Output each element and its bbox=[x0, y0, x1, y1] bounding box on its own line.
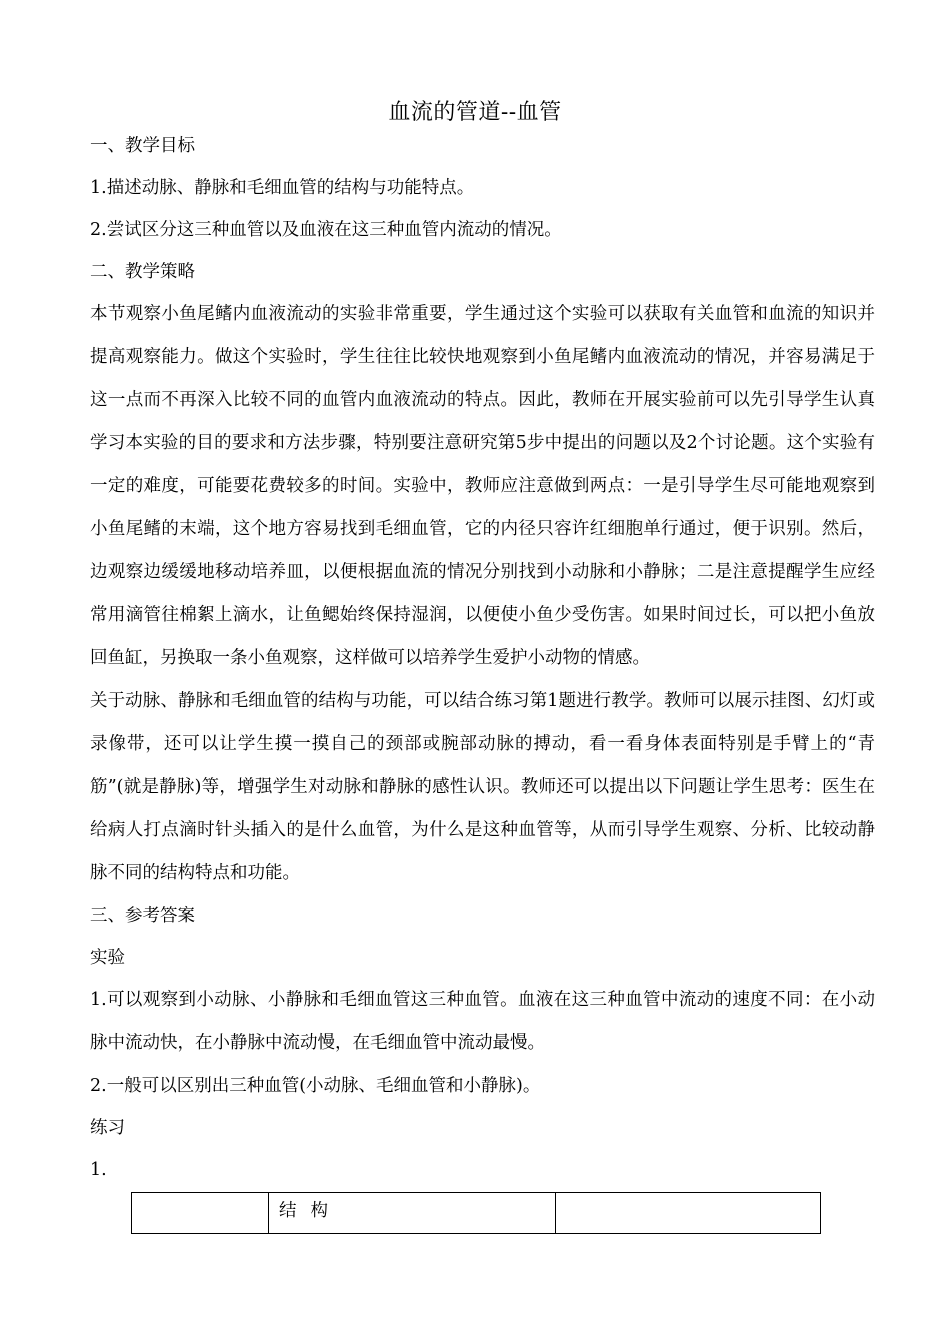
document-body bbox=[90, 125, 875, 1191]
section-heading-strategy: 二、教学策略 bbox=[90, 262, 195, 282]
table-cell bbox=[132, 1193, 269, 1234]
subheading-experiment: 实验 bbox=[90, 948, 125, 968]
answer-item-1: 1.可以观察到小动脉、小静脉和毛细血管这三种血管。血液在这三种血管中流动的速度不同：在小动脉中流动快，在小静脉中流动慢，在毛细血管中流动最慢。 bbox=[90, 990, 875, 1053]
table-cell bbox=[556, 1193, 821, 1234]
structure-table-wrapper bbox=[131, 1192, 821, 1234]
answer-item-2: 2.一般可以区别出三种血管(小动脉、毛细血管和小静脉)。 bbox=[90, 1076, 541, 1096]
document-title: 血流的管道--血管 bbox=[388, 100, 562, 125]
strategy-paragraph-2: 关于动脉、静脉和毛细血管的结构与功能，可以结合练习第1题进行教学。教师可以展示挂图、幻灯或录像带，还可以让学生摸一摸自己的颈部或腕部动脉的搏动，看一看身体表面特别是手臂上的“青筋”(就是静脉)等，增强学生对动脉和静脉的感性认识。教师还可以提出以下问题让学生思考：医生在给病人打点滴时针头插入的是什么血管，为什么是这种血管等，从而引导学生观察、分析、比较动静脉不同的结构特点和功能。 bbox=[90, 691, 875, 883]
objective-item-1: 1.描述动脉、静脉和毛细血管的结构与功能特点。 bbox=[90, 178, 475, 198]
section-heading-answers: 三、参考答案 bbox=[90, 906, 195, 926]
table-cell-structure: 结构 bbox=[269, 1193, 556, 1234]
section-heading-objectives: 一、教学目标 bbox=[90, 136, 195, 156]
subheading-exercise: 练习 bbox=[90, 1118, 125, 1138]
table-row bbox=[132, 1193, 821, 1234]
strategy-paragraph-1: 本节观察小鱼尾鳍内血液流动的实验非常重要，学生通过这个实验可以获取有关血管和血流的知识并提高观察能力。做这个实验时，学生往往比较快地观察到小鱼尾鳍内血液流动的情况，并容易满足于这一点而不再深入比较不同的血管内血液流动的特点。因此，教师在开展实验前可以先引导学生认真学习本实验的目的要求和方法步骤，特别要注意研究第5步中提出的问题以及2个讨论题。这个实验有一定的难度，可能要花费较多的时间。实验中，教师应注意做到两点：一是引导学生尽可能地观察到小鱼尾鳍的末端，这个地方容易找到毛细血管，它的内径只容许红细胞单行通过，便于识别。然后，边观察边缓缓地移动培养皿，以便根据血流的情况分别找到小动脉和小静脉；二是注意提醒学生应经常用滴管往棉絮上滴水，让鱼鳃始终保持湿润，以便使小鱼少受伤害。如果时间过长，可以把小鱼放回鱼缸，另换取一条小鱼观察，这样做可以培养学生爱护小动物的情感。 bbox=[90, 304, 875, 668]
objective-item-2: 2.尝试区分这三种血管以及血液在这三种血管内流动的情况。 bbox=[90, 220, 562, 240]
exercise-item-1: 1. bbox=[90, 1160, 107, 1180]
structure-table bbox=[131, 1192, 821, 1234]
